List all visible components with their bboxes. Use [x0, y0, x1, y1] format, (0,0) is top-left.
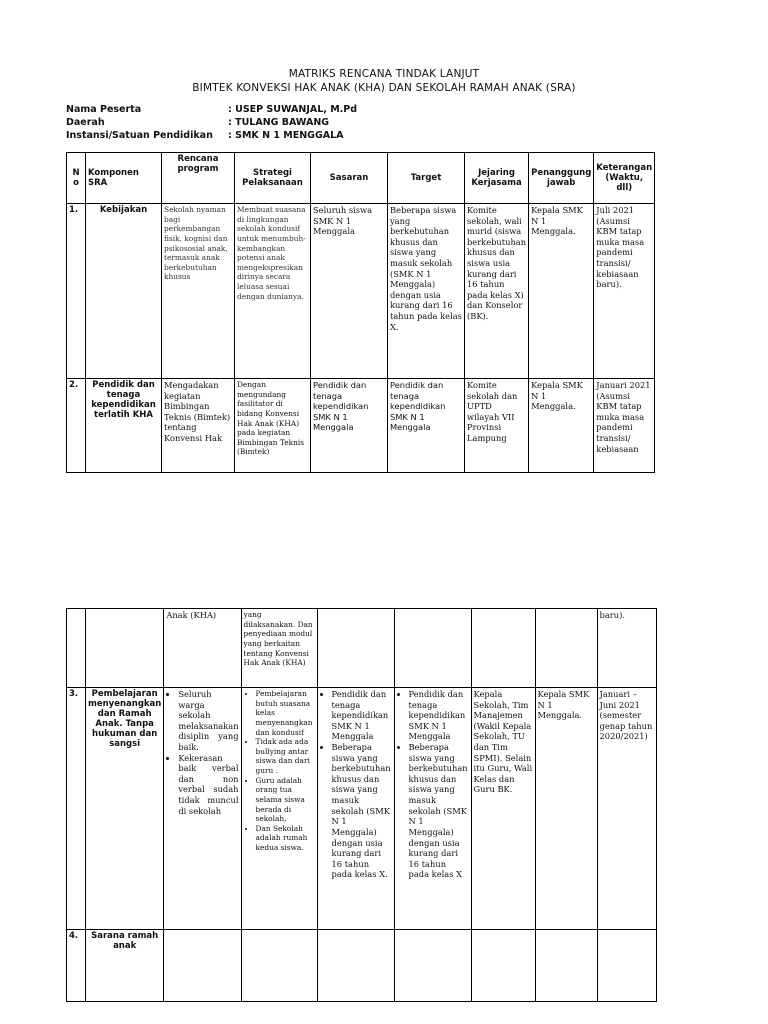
action-plan-table [66, 152, 655, 473]
list-item: • Dan Sekolah adalah rumah kedua siswa. [256, 824, 315, 853]
header-strategi: Strategi Pelaksanaan [235, 153, 311, 204]
cell-sasaran: Pendidik dan tenaga kependidikan SMK N 1 Menggala [311, 379, 388, 473]
header-jejaring: Jejaring Kerjasama [465, 153, 529, 204]
cell-penanggung [535, 609, 597, 688]
list-item: • Kekerasan baik verbal dan non verbal sudah tidak muncul di sekolah [178, 753, 238, 817]
info-value: : SMK N 1 MENGGALA [228, 130, 344, 141]
list-item: • Pendidik dan tenaga kependidikan SMK N 1 Menggala [409, 689, 469, 742]
table-row [67, 204, 655, 379]
cell-jejaring: Komite sekolah, wali murid (siswa berkebutuhan khusus dan siswa usia kurang dari 16 tahun pada kelas X) dan Konselor (BK). [465, 204, 529, 379]
cell-no: 2. [67, 379, 86, 473]
cell-target [394, 609, 471, 688]
table-row [67, 930, 657, 1002]
document-title: MATRIKS RENCANA TINDAK LANJUT [288, 68, 480, 80]
cell-rencana: Mengadakan kegiatan Bimbingan Teknis (Bimtek) tentang Konvensi Hak [162, 379, 235, 473]
cell-keterangan [597, 930, 656, 1002]
header-sasaran: Sasaran [311, 153, 388, 204]
info-label: Daerah [66, 117, 105, 128]
header-keterangan: Keterangan (Waktu, dll) [594, 153, 655, 204]
info-label: Nama Peserta [66, 104, 142, 115]
table-header-row [67, 153, 655, 204]
cell-jejaring: Komite sekolah dan UPTD wilayah VII Provinsi Lampung [465, 379, 529, 473]
cell-rencana [164, 688, 241, 930]
info-value: : TULANG BAWANG [228, 117, 330, 128]
cell-sasaran [317, 609, 394, 688]
list-item: • Beberapa siswa yang berkebutuhan khusus dan siswa yang masuk sekolah (SMK N 1 Menggala) dengan usia kurang dari 16 tahun pada kelas X. [332, 742, 392, 880]
cell-komponen: Pendidik dan tenaga kependidikan terlatih KHA [86, 379, 162, 473]
cell-keterangan: Juli 2021 (Asumsi KBM tatap muka masa pandemi transisi/ kebiasaan baru). [594, 204, 655, 379]
cell-jejaring [471, 930, 535, 1002]
cell-rencana: Anak (KHA) [164, 609, 241, 688]
cell-keterangan: Januari – Juni 2021 (semester genap tahun 2020/2021) [597, 688, 656, 930]
cell-rencana: Sekolah nyaman bagi perkembangan fisik, kognisi dan psikososial anak, termasuk anak berkebutuhan khusus [162, 204, 235, 379]
cell-penanggung: Kepala SMK N 1 Menggala. [529, 379, 594, 473]
cell-rencana [164, 930, 241, 1002]
cell-keterangan: Januari 2021 (Asumsi KBM tatap muka masa pandemi transisi/ kebiasaan [594, 379, 655, 473]
info-row-region [66, 117, 357, 130]
cell-penanggung [535, 930, 597, 1002]
cell-penanggung: Kepala SMK N 1 Menggala. [535, 688, 597, 930]
cell-komponen: Sarana ramah anak [86, 930, 164, 1002]
cell-komponen: Kebijakan [86, 204, 162, 379]
cell-no: 3. [67, 688, 86, 930]
cell-strategi: Dengan mengundang fasilitator di bidang Konvensi Hak Anak (KHA) pada kegiatan Bimbingan Teknis (Bimtek) [235, 379, 311, 473]
cell-strategi [241, 688, 317, 930]
header-no: N o [67, 153, 86, 204]
cell-komponen: Pembelajaran menyenangkan dan Ramah Anak. Tanpa hukuman dan sangsi [86, 688, 164, 930]
table-row [67, 379, 655, 473]
info-row-name [66, 104, 357, 117]
list-item: • Pembelajaran butuh suasana kelas menyenangkan dan kondusif [256, 689, 315, 737]
cell-strategi: yang dilaksanakan. Dan penyediaan modul yang berkaitan tentang Konvensi Hak Anak (KHA) [241, 609, 317, 688]
list-item: • Seluruh warga sekolah melaksanakan disiplin yang baik. [178, 689, 238, 753]
table-row [67, 609, 657, 688]
table-row [67, 688, 657, 930]
list-item: • Guru adalah orang tua selama siswa berada di sekolah, [256, 776, 315, 824]
header-komponen: Komponen SRA [86, 153, 162, 204]
document-subtitle: BIMTEK KONVEKSI HAK ANAK (KHA) DAN SEKOLAH RAMAH ANAK (SRA) [192, 82, 576, 94]
cell-target: Beberapa siswa yang berkebutuhan khusus dan siswa yang masuk sekolah (SMK N 1 Menggala) dengan usia kurang dari 16 tahun pada kelas X. [388, 204, 465, 379]
cell-no: 4. [67, 930, 86, 1002]
cell-sasaran [317, 688, 394, 930]
list-item: • Tidak ada ada bullying antar siswa dan dari guru . [256, 737, 315, 776]
cell-target [394, 688, 471, 930]
cell-keterangan: baru). [597, 609, 656, 688]
cell-no [67, 609, 86, 688]
participant-info [66, 104, 357, 143]
cell-strategi: Membuat suasana di lingkungan sekolah kondusif untuk menumbuh-kembangkan potensi anak mengekspresikan dirinya secara leluasa sesuai dengan dunianya. [235, 204, 311, 379]
cell-target: Pendidik dan tenaga kependidikan SMK N 1 Menggala [388, 379, 465, 473]
cell-komponen [86, 609, 164, 688]
list-item: • Pendidik dan tenaga kependidikan SMK N 1 Menggala [332, 689, 392, 742]
list-item: • Beberapa siswa yang berkebutuhan khusus dan siswa yang masuk sekolah (SMK N 1 Menggala) dengan usia kurang dari 16 tahun pada kelas X [409, 742, 469, 880]
header-rencana: Rencana program [162, 153, 235, 204]
header-target: Target [388, 153, 465, 204]
cell-strategi [241, 930, 317, 1002]
cell-no: 1. [67, 204, 86, 379]
info-value: : USEP SUWANJAL, M.Pd [228, 104, 358, 115]
cell-jejaring: Kepala Sekolah, Tim Manajemen (Wakil Kepala Sekolah, TU dan Tim SPMI). Selain itu Guru, Wali Kelas dan Guru BK. [471, 688, 535, 930]
action-plan-table-continued [66, 608, 657, 1002]
cell-jejaring [471, 609, 535, 688]
cell-sasaran [317, 930, 394, 1002]
cell-penanggung: Kepala SMK N 1 Menggala. [529, 204, 594, 379]
header-penanggung: Penanggung jawab [529, 153, 594, 204]
cell-target [394, 930, 471, 1002]
info-row-institution [66, 130, 357, 143]
info-label: Instansi/Satuan Pendidikan [66, 130, 213, 141]
cell-sasaran: Seluruh siswa SMK N 1 Menggala [311, 204, 388, 379]
